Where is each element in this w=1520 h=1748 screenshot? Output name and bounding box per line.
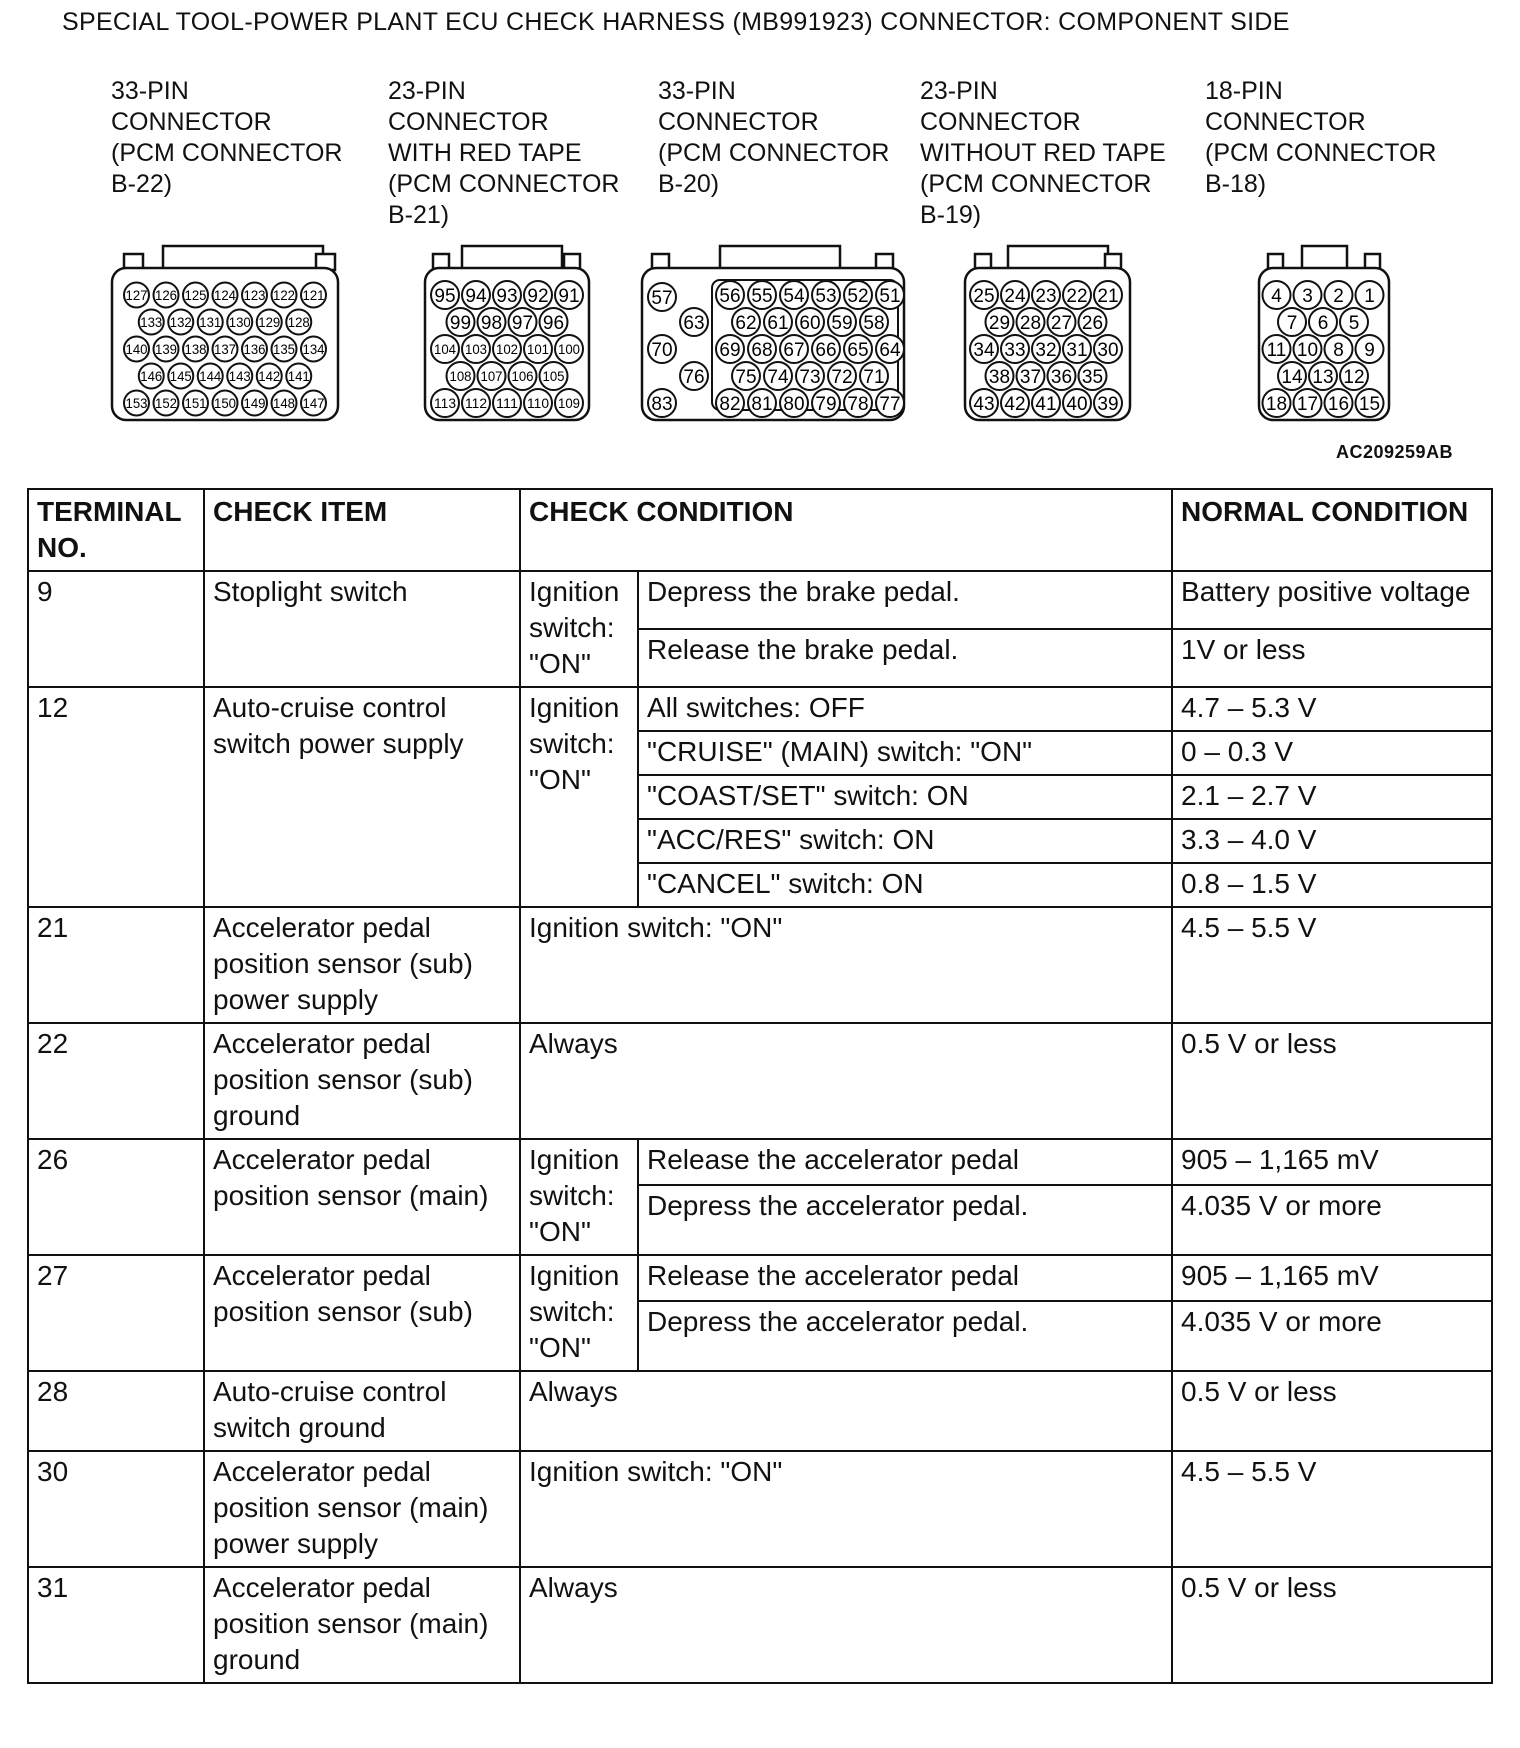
pin-label: 72 [831, 366, 853, 388]
pin-label: 143 [228, 368, 251, 385]
condition-cell: Depress the accelerator pedal. [638, 1301, 1172, 1371]
pin-label: 134 [302, 341, 325, 358]
normal-cell: 3.3 – 4.0 V [1172, 819, 1492, 863]
pin-label: 101 [527, 341, 550, 358]
pin-label: 152 [155, 395, 178, 412]
table-row [28, 571, 1492, 629]
normal-cell: 0.5 V or less [1172, 1023, 1492, 1139]
pin-label: 107 [480, 368, 503, 385]
connector-0 [112, 246, 338, 420]
connector-label-b18: 18-PIN CONNECTOR (PCM CONNECTOR B-18) [1205, 77, 1437, 198]
pin-label: 150 [214, 395, 237, 412]
pin-label: 25 [973, 285, 995, 307]
terminal-cell: 22 [28, 1023, 204, 1139]
terminal-cell: 9 [28, 571, 204, 687]
pin-label: 112 [465, 395, 488, 412]
pin-label: 67 [783, 339, 805, 361]
terminal-cell: 28 [28, 1371, 204, 1451]
pin-label: 92 [527, 285, 549, 307]
pin-label: 10 [1296, 339, 1319, 361]
normal-cell: 0.8 – 1.5 V [1172, 863, 1492, 907]
pin-label: 8 [1333, 339, 1344, 361]
connector-1 [425, 246, 589, 420]
pin-label: 27 [1050, 312, 1073, 334]
condition-cell: All switches: OFF [638, 687, 1172, 731]
pin-label: 24 [1004, 285, 1026, 307]
header-check-condition: CHECK CONDITION [520, 489, 1172, 571]
pin-label: 4 [1271, 285, 1282, 307]
header-terminal: TERMINAL NO. [28, 489, 204, 571]
pin-label: 53 [815, 285, 837, 307]
pin-label: 94 [465, 285, 487, 307]
pin-label: 126 [155, 287, 178, 304]
check-item-cell: Auto-cruise control switch power supply [204, 687, 520, 907]
connector-3 [965, 246, 1130, 420]
terminal-cell: 21 [28, 907, 204, 1023]
pin-label: 133 [140, 314, 163, 331]
condition-cell: Always [520, 1567, 1172, 1683]
check-item-cell: Accelerator pedal position sensor (sub) [204, 1255, 520, 1371]
pin-label: 149 [243, 395, 266, 412]
condition-cell: "CRUISE" (MAIN) switch: "ON" [638, 731, 1172, 775]
pin-label: 51 [879, 285, 901, 307]
table-row [28, 1255, 1492, 1301]
normal-cell: 4.5 – 5.5 V [1172, 907, 1492, 1023]
pin-label: 136 [243, 341, 266, 358]
pin-label: 95 [434, 285, 456, 307]
table-row [28, 687, 1492, 731]
pin-label: 78 [847, 393, 869, 415]
normal-cell: 0 – 0.3 V [1172, 731, 1492, 775]
pin-label: 70 [651, 340, 673, 361]
pin-label: 74 [767, 366, 789, 388]
pin-label: 139 [155, 341, 178, 358]
pin-label: 146 [140, 368, 163, 385]
pin-label: 15 [1358, 393, 1381, 415]
connector-label-b19: 23-PIN CONNECTOR WITHOUT RED TAPE (PCM CONNECTOR B-19) [920, 77, 1166, 229]
pin-label: 6 [1317, 312, 1329, 334]
pin-label: 77 [879, 393, 901, 415]
condition-group-cell: Ignition switch: "ON" [520, 1139, 638, 1255]
pin-label: 131 [199, 314, 222, 331]
pin-label: 96 [542, 312, 565, 334]
condition-group-cell: Ignition switch: "ON" [520, 1255, 638, 1371]
pin-label: 153 [125, 395, 148, 412]
pin-label: 75 [735, 366, 757, 388]
pin-label: 16 [1327, 393, 1350, 415]
check-item-cell: Accelerator pedal position sensor (main) ground [204, 1567, 520, 1683]
normal-cell: 0.5 V or less [1172, 1371, 1492, 1451]
condition-cell: "CANCEL" switch: ON [638, 863, 1172, 907]
normal-cell: Battery positive voltage [1172, 571, 1492, 629]
pin-label: 81 [751, 393, 773, 415]
condition-cell: Depress the accelerator pedal. [638, 1185, 1172, 1255]
pin-label: 124 [214, 287, 237, 304]
pin-label: 13 [1312, 366, 1334, 388]
header-normal-condition: NORMAL CONDITION [1172, 489, 1492, 571]
pin-label: 56 [719, 285, 741, 307]
pin-label: 113 [434, 395, 457, 412]
pin-label: 41 [1035, 393, 1057, 415]
connector-label-b22: 33-PIN CONNECTOR (PCM CONNECTOR B-22) [111, 77, 343, 198]
normal-cell: 0.5 V or less [1172, 1567, 1492, 1683]
pin-label: 59 [831, 312, 853, 334]
pin-label: 91 [558, 285, 580, 307]
condition-cell: Release the brake pedal. [638, 629, 1172, 687]
normal-cell: 1V or less [1172, 629, 1492, 687]
pin-label: 144 [199, 368, 222, 385]
pin-label: 71 [863, 366, 885, 388]
pin-label: 31 [1066, 339, 1088, 361]
pin-label: 55 [751, 285, 773, 307]
pin-label: 82 [719, 393, 741, 415]
pin-label: 68 [751, 339, 773, 361]
pin-label: 40 [1066, 393, 1088, 415]
condition-group-cell: Ignition switch: "ON" [520, 571, 638, 687]
table-row [28, 1139, 1492, 1185]
pin-label: 110 [527, 395, 550, 412]
condition-cell: "COAST/SET" switch: ON [638, 775, 1172, 819]
pin-label: 22 [1066, 285, 1088, 307]
pin-label: 121 [302, 287, 325, 304]
pin-label: 142 [258, 368, 281, 385]
pin-label: 123 [243, 287, 266, 304]
condition-cell: Ignition switch: "ON" [520, 907, 1172, 1023]
normal-cell: 905 – 1,165 mV [1172, 1255, 1492, 1301]
pin-label: 23 [1035, 285, 1057, 307]
pin-label: 109 [558, 395, 581, 412]
pin-label: 11 [1266, 339, 1287, 361]
pin-label: 3 [1302, 285, 1313, 307]
pin-label: 52 [847, 285, 869, 307]
pin-label: 147 [302, 395, 325, 412]
pin-label: 105 [542, 368, 565, 385]
pin-label: 37 [1019, 366, 1042, 388]
header-check-item: CHECK ITEM [204, 489, 520, 571]
check-item-cell: Accelerator pedal position sensor (sub) ground [204, 1023, 520, 1139]
pin-label: 148 [273, 395, 296, 412]
pin-label: 36 [1050, 366, 1073, 388]
pin-label: 63 [683, 313, 705, 334]
connector-key [720, 246, 840, 270]
pin-label: 12 [1343, 366, 1365, 388]
connector-diagrams [0, 0, 1520, 440]
pin-label: 132 [169, 314, 192, 331]
terminal-cell: 27 [28, 1255, 204, 1371]
pin-label: 151 [184, 395, 207, 412]
pin-label: 34 [973, 339, 995, 361]
pin-label: 39 [1097, 393, 1119, 415]
normal-cell: 2.1 – 2.7 V [1172, 775, 1492, 819]
pin-label: 130 [228, 314, 251, 331]
condition-cell: Release the accelerator pedal [638, 1255, 1172, 1301]
pin-label: 66 [815, 339, 837, 361]
pin-label: 42 [1004, 393, 1026, 415]
connector-4 [1259, 246, 1389, 420]
pin-label: 14 [1281, 366, 1303, 388]
pin-label: 1 [1364, 285, 1375, 307]
condition-cell: Ignition switch: "ON" [520, 1451, 1172, 1567]
table-row [28, 907, 1492, 1023]
normal-cell: 4.035 V or more [1172, 1185, 1492, 1255]
pin-label: 125 [184, 287, 207, 304]
pin-label: 30 [1097, 339, 1119, 361]
pin-label: 17 [1296, 393, 1319, 415]
check-item-cell: Accelerator pedal position sensor (main) [204, 1139, 520, 1255]
condition-group-cell: Ignition switch: "ON" [520, 687, 638, 907]
check-table [27, 488, 1493, 1684]
pin-label: 9 [1364, 339, 1375, 361]
pin-label: 38 [988, 366, 1011, 388]
pin-label: 93 [496, 285, 518, 307]
terminal-cell: 31 [28, 1567, 204, 1683]
pin-label: 29 [988, 312, 1011, 334]
pin-label: 104 [434, 341, 457, 358]
pin-label: 7 [1286, 312, 1298, 334]
pin-label: 138 [184, 341, 207, 358]
pin-label: 79 [815, 393, 837, 415]
pin-label: 103 [465, 341, 488, 358]
pin-label: 57 [651, 288, 673, 309]
normal-cell: 905 – 1,165 mV [1172, 1139, 1492, 1185]
pin-label: 100 [558, 341, 581, 358]
condition-cell: Always [520, 1023, 1172, 1139]
pin-label: 141 [287, 368, 310, 385]
table-row [28, 1371, 1492, 1451]
pin-label: 127 [125, 287, 148, 304]
pin-label: 108 [449, 368, 472, 385]
connector-label-b21: 23-PIN CONNECTOR WITH RED TAPE (PCM CONNECTOR B-21) [388, 77, 620, 229]
terminal-cell: 26 [28, 1139, 204, 1255]
pin-label: 106 [511, 368, 534, 385]
page-title: SPECIAL TOOL-POWER PLANT ECU CHECK HARNESS (MB991923) CONNECTOR: COMPONENT SIDE [62, 8, 1290, 36]
pin-label: 111 [496, 395, 519, 412]
terminal-cell: 30 [28, 1451, 204, 1567]
pin-label: 137 [214, 341, 237, 358]
condition-cell: Release the accelerator pedal [638, 1139, 1172, 1185]
pin-label: 18 [1265, 393, 1288, 415]
pin-label: 54 [783, 285, 805, 307]
check-item-cell: Accelerator pedal position sensor (sub) power supply [204, 907, 520, 1023]
pin-label: 80 [783, 393, 805, 415]
pin-label: 2 [1333, 285, 1344, 307]
pin-label: 73 [799, 366, 821, 388]
pin-label: 135 [273, 341, 296, 358]
condition-cell: Depress the brake pedal. [638, 571, 1172, 629]
pin-label: 140 [125, 341, 148, 358]
pin-label: 83 [651, 394, 673, 415]
pin-label: 98 [480, 312, 503, 334]
table-header-row [28, 489, 1492, 571]
normal-cell: 4.5 – 5.5 V [1172, 1451, 1492, 1567]
pin-label: 61 [767, 312, 789, 334]
condition-cell: "ACC/RES" switch: ON [638, 819, 1172, 863]
terminal-cell: 12 [28, 687, 204, 907]
pin-label: 33 [1004, 339, 1026, 361]
pin-label: 5 [1348, 312, 1360, 334]
pin-label: 64 [879, 339, 901, 361]
pin-label: 65 [847, 339, 869, 361]
pin-label: 28 [1019, 312, 1042, 334]
condition-cell: Always [520, 1371, 1172, 1451]
table-row [28, 1451, 1492, 1567]
pin-label: 35 [1081, 366, 1104, 388]
pin-label: 102 [496, 341, 519, 358]
pin-label: 62 [735, 312, 757, 334]
pin-label: 145 [169, 368, 192, 385]
pin-label: 32 [1035, 339, 1057, 361]
check-item-cell: Accelerator pedal position sensor (main) power supply [204, 1451, 520, 1567]
connector-label-b20: 33-PIN CONNECTOR (PCM CONNECTOR B-20) [658, 77, 890, 198]
table-row [28, 1567, 1492, 1683]
pin-label: 122 [273, 287, 296, 304]
pin-label: 43 [973, 393, 995, 415]
check-item-cell: Stoplight switch [204, 571, 520, 687]
pin-label: 97 [511, 312, 534, 334]
pin-label: 60 [799, 312, 821, 334]
connector-2 [642, 246, 904, 420]
pin-label: 129 [258, 314, 281, 331]
pin-label: 99 [449, 312, 472, 334]
connector-key [1008, 246, 1108, 270]
table-row [28, 1023, 1492, 1139]
figure-code: AC209259AB [1336, 442, 1454, 462]
pin-label: 58 [863, 312, 885, 334]
pin-label: 21 [1097, 285, 1119, 307]
pin-label: 76 [683, 367, 705, 388]
check-item-cell: Auto-cruise control switch ground [204, 1371, 520, 1451]
connector-key [163, 246, 323, 270]
connector-key [1302, 246, 1347, 270]
connector-key [462, 246, 562, 270]
normal-cell: 4.035 V or more [1172, 1301, 1492, 1371]
pin-label: 69 [719, 339, 741, 361]
pin-label: 128 [287, 314, 310, 331]
pin-label: 26 [1081, 312, 1104, 334]
normal-cell: 4.7 – 5.3 V [1172, 687, 1492, 731]
